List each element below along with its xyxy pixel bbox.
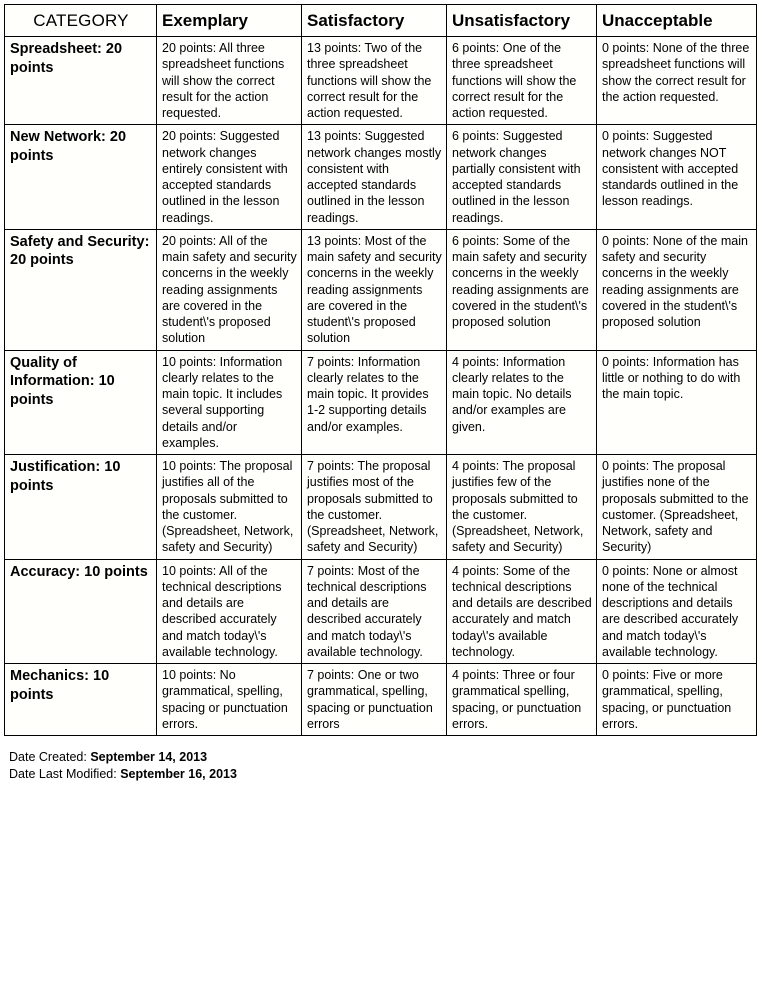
criterion-satisfactory-cell: 13 points: Two of the three spreadsheet functions will show the correct result for the action requested. bbox=[302, 37, 447, 125]
table-row bbox=[5, 664, 757, 736]
criterion-unsatisfactory-cell: 6 points: Some of the main safety and security concerns in the weekly reading assignments are covered in the student\'s proposed solution bbox=[447, 229, 597, 350]
criterion-exemplary-cell: 20 points: Suggested network changes entirely consistent with accepted standards outlined in the lesson readings. bbox=[157, 125, 302, 230]
criterion-unacceptable-cell: 0 points: Suggested network changes NOT consistent with accepted standards outlined in the lesson readings. bbox=[597, 125, 757, 230]
document-footer bbox=[4, 749, 761, 783]
criterion-satisfactory-cell: 7 points: Information clearly relates to the main topic. It provides 1-2 supporting details and/or examples. bbox=[302, 350, 447, 455]
criterion-unacceptable-cell: 0 points: None of the three spreadsheet functions will show the correct result for the action requested. bbox=[597, 37, 757, 125]
date-created-label: Date Created: bbox=[9, 750, 87, 764]
criterion-satisfactory-cell: 7 points: One or two grammatical, spelling, spacing or punctuation errors bbox=[302, 664, 447, 736]
table-row bbox=[5, 350, 757, 455]
date-created-line bbox=[9, 749, 761, 766]
criterion-unsatisfactory-cell: 6 points: Suggested network changes partially consistent with accepted standards outlined in the lesson readings. bbox=[447, 125, 597, 230]
table-row bbox=[5, 559, 757, 664]
rubric-table bbox=[4, 4, 757, 736]
criterion-unacceptable-cell: 0 points: None or almost none of the technical descriptions and details are described accurately and match today\'s available technology. bbox=[597, 559, 757, 664]
criterion-exemplary-cell: 10 points: The proposal justifies all of the proposals submitted to the customer. (Spreadsheet, Network, safety and Security) bbox=[157, 455, 302, 560]
criterion-exemplary-cell: 20 points: All of the main safety and security concerns in the weekly reading assignments are covered in the student\'s proposed solution bbox=[157, 229, 302, 350]
column-header-category: CATEGORY bbox=[5, 5, 157, 37]
criterion-unsatisfactory-cell: 4 points: Some of the technical descriptions and details are described accurately and match today\'s available technology. bbox=[447, 559, 597, 664]
date-created-value: September 14, 2013 bbox=[90, 750, 208, 764]
date-modified-value: September 16, 2013 bbox=[120, 766, 237, 781]
criterion-satisfactory-cell: 13 points: Most of the main safety and security concerns in the weekly reading assignments are covered in the student\'s proposed solution bbox=[302, 229, 447, 350]
criterion-satisfactory-cell: 7 points: The proposal justifies most of the proposals submitted to the customer. (Spreadsheet, Network, safety and Security) bbox=[302, 455, 447, 560]
criterion-unsatisfactory-cell: 4 points: Three or four grammatical spelling, spacing, or punctuation errors. bbox=[447, 664, 597, 736]
criterion-exemplary-cell: 10 points: Information clearly relates to the main topic. It includes several supporting details and/or examples. bbox=[157, 350, 302, 455]
table-header-row bbox=[5, 5, 757, 37]
criterion-unsatisfactory-cell: 4 points: The proposal justifies few of the proposals submitted to the customer. (Spreadsheet, Network, safety and Security) bbox=[447, 455, 597, 560]
criterion-name-cell: Accuracy: 10 points bbox=[5, 559, 157, 664]
column-header-satisfactory: Satisfactory bbox=[302, 5, 447, 37]
table-row bbox=[5, 455, 757, 560]
criterion-unsatisfactory-cell: 4 points: Information clearly relates to the main topic. No details and/or examples are given. bbox=[447, 350, 597, 455]
criterion-name-cell: Quality of Information: 10 points bbox=[5, 350, 157, 455]
criterion-unsatisfactory-cell: 6 points: One of the three spreadsheet functions will show the correct result for the action requested. bbox=[447, 37, 597, 125]
criterion-exemplary-cell: 10 points: All of the technical descriptions and details are described accurately and match today\'s available technology. bbox=[157, 559, 302, 664]
date-modified-label: Date Last Modified: bbox=[9, 766, 117, 781]
criterion-exemplary-cell: 20 points: All three spreadsheet functions will show the correct result for the action requested. bbox=[157, 37, 302, 125]
criterion-name-cell: Mechanics: 10 points bbox=[5, 664, 157, 736]
criterion-unacceptable-cell: 0 points: Information has little or nothing to do with the main topic. bbox=[597, 350, 757, 455]
criterion-unacceptable-cell: 0 points: None of the main safety and security concerns in the weekly reading assignments are covered in the student\'s proposed solution bbox=[597, 229, 757, 350]
table-row bbox=[5, 229, 757, 350]
criterion-unacceptable-cell: 0 points: The proposal justifies none of the proposals submitted to the customer. (Spreadsheet, Network, safety and Security) bbox=[597, 455, 757, 560]
column-header-exemplary: Exemplary bbox=[157, 5, 302, 37]
table-row bbox=[5, 125, 757, 230]
criterion-name-cell: New Network: 20 points bbox=[5, 125, 157, 230]
criterion-exemplary-cell: 10 points: No grammatical, spelling, spacing or punctuation errors. bbox=[157, 664, 302, 736]
criterion-satisfactory-cell: 7 points: Most of the technical descriptions and details are described accurately and match today\'s available technology. bbox=[302, 559, 447, 664]
column-header-unsatisfactory: Unsatisfactory bbox=[447, 5, 597, 37]
criterion-name-cell: Justification: 10 points bbox=[5, 455, 157, 560]
table-row bbox=[5, 37, 757, 125]
criterion-name-cell: Spreadsheet: 20 points bbox=[5, 37, 157, 125]
criterion-unacceptable-cell: 0 points: Five or more grammatical, spelling, spacing, or punctuation errors. bbox=[597, 664, 757, 736]
criterion-satisfactory-cell: 13 points: Suggested network changes mostly consistent with accepted standards outlined in the lesson readings. bbox=[302, 125, 447, 230]
criterion-name-cell: Safety and Security: 20 points bbox=[5, 229, 157, 350]
date-modified-line bbox=[9, 766, 761, 783]
column-header-unacceptable: Unacceptable bbox=[597, 5, 757, 37]
